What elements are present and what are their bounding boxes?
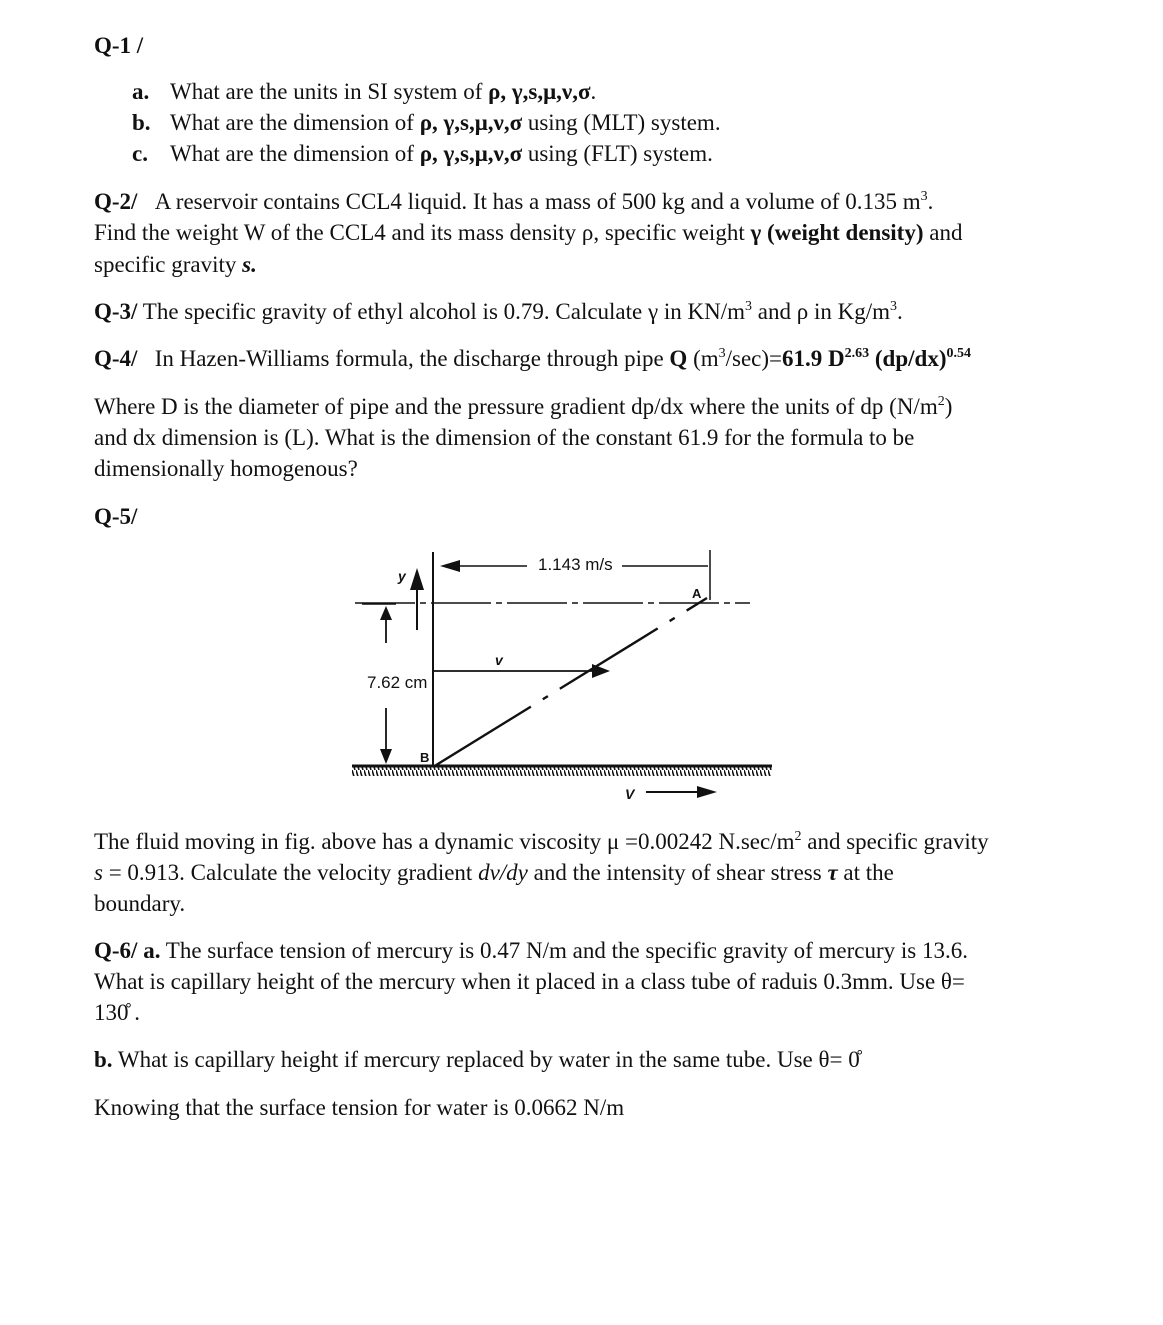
wall-velocity-label: V — [625, 786, 635, 802]
v-label: v — [495, 652, 503, 668]
q6-b-label: b. — [94, 1047, 113, 1072]
q2-line3: specific gravity s. — [94, 252, 257, 277]
y-axis-label: y — [398, 568, 406, 584]
q1-title: Q-1 / — [94, 33, 144, 58]
q1-item-a-tail: . — [590, 79, 597, 104]
q1-item-c-symbols: ρ, γ,s,μ,ν,σ — [419, 141, 523, 166]
q1-item-a-label: a. — [132, 79, 150, 104]
q1-item-a-symbols: ρ, γ,s,μ,ν,σ — [488, 79, 591, 104]
q2-line1: Q-2/ A reservoir contains CCL4 liquid. It has a mass of 500 kg and a volume of 0.135 $m^3$. — [94, 189, 934, 214]
q1-item-b-label: b. — [132, 110, 151, 135]
q4-para-line3: dimensionally homogenous? — [94, 456, 358, 481]
q1-item-c-tail: using (FLT) system. — [522, 141, 713, 166]
q6-label: Q-6/ a. — [94, 938, 161, 963]
q1-item-a-text: What are the units in SI system of — [170, 79, 489, 104]
q6-a-line2: What is capillary height of the mercury when it placed in a class tube of raduis 0.3mm. Use θ= — [94, 969, 965, 994]
q1-item-b-symbols: ρ, γ,s,μ,ν,σ — [419, 110, 523, 135]
wall-velocity-arrow — [646, 786, 717, 798]
q1-item-b-text: What are the dimension of — [170, 110, 420, 135]
y-axis-arrow — [410, 568, 424, 630]
q4-label: Q-4/ — [94, 346, 138, 371]
q3-label: Q-3/ — [94, 299, 138, 324]
plate-velocity-label: 1.143 m/s — [538, 555, 613, 574]
q4-formula-line: Q-4/ In Hazen-Williams formula, the discharge through pipe Q $(m^3/\sec)=61.9$ $D^{2.63}$ $(dp/dx)^{0.54}$ — [94, 346, 971, 371]
q1-item-c-label: c. — [132, 141, 148, 166]
q5-line1: The fluid moving in fig. above has a dynamic viscosity μ =0.00242 $N.\sec/m^2$ and specific gravity — [94, 829, 989, 854]
q5-line2: s = 0.913. Calculate the velocity gradient dv/dy and the intensity of shear stress τ at the — [94, 860, 894, 885]
q6-a-line1: Q-6/ a. The surface tension of mercury is 0.47 N/m and the specific gravity of mercury is 13.6. — [94, 938, 968, 963]
q6-b-line: b. What is capillary height if mercury replaced by water in the same tube. Use θ= 0̊ — [94, 1047, 860, 1072]
q6-knowing-line: Knowing that the surface tension for water is 0.0662 N/m — [94, 1095, 625, 1120]
q1-item-c-text: What are the dimension of — [170, 141, 420, 166]
point-b-label: B — [420, 750, 430, 765]
boundary-wall — [352, 766, 772, 776]
q4-para-line2: and dx dimension is (L). What is the dimension of the constant 61.9 for the formula to be — [94, 425, 915, 450]
v-velocity-arrow — [433, 664, 610, 678]
q1-item-b-tail: using (MLT) system. — [522, 110, 721, 135]
q2-line2: Find the weight W of the CCL4 and its mass density ρ, specific weight γ (weight density) and — [94, 220, 963, 245]
q5-line3: boundary. — [94, 891, 186, 916]
q3-line: Q-3/ The specific gravity of ethyl alcohol is 0.79. Calculate γ in $KN/m^3$ and ρ in $Kg/m^3$. — [94, 299, 903, 324]
q2-label: Q-2/ — [94, 189, 138, 214]
point-a-label: A — [692, 586, 702, 601]
q5-label: Q-5/ — [94, 504, 138, 529]
velocity-profile-line — [433, 598, 707, 767]
gap-dimension-label: 7.62 cm — [367, 673, 428, 692]
q4-para-line1: Where D is the diameter of pipe and the pressure gradient dp/dx where the units of dp $(N/m^2)$ — [94, 394, 953, 419]
q6-a-line3: 130̊ . — [94, 1000, 140, 1025]
